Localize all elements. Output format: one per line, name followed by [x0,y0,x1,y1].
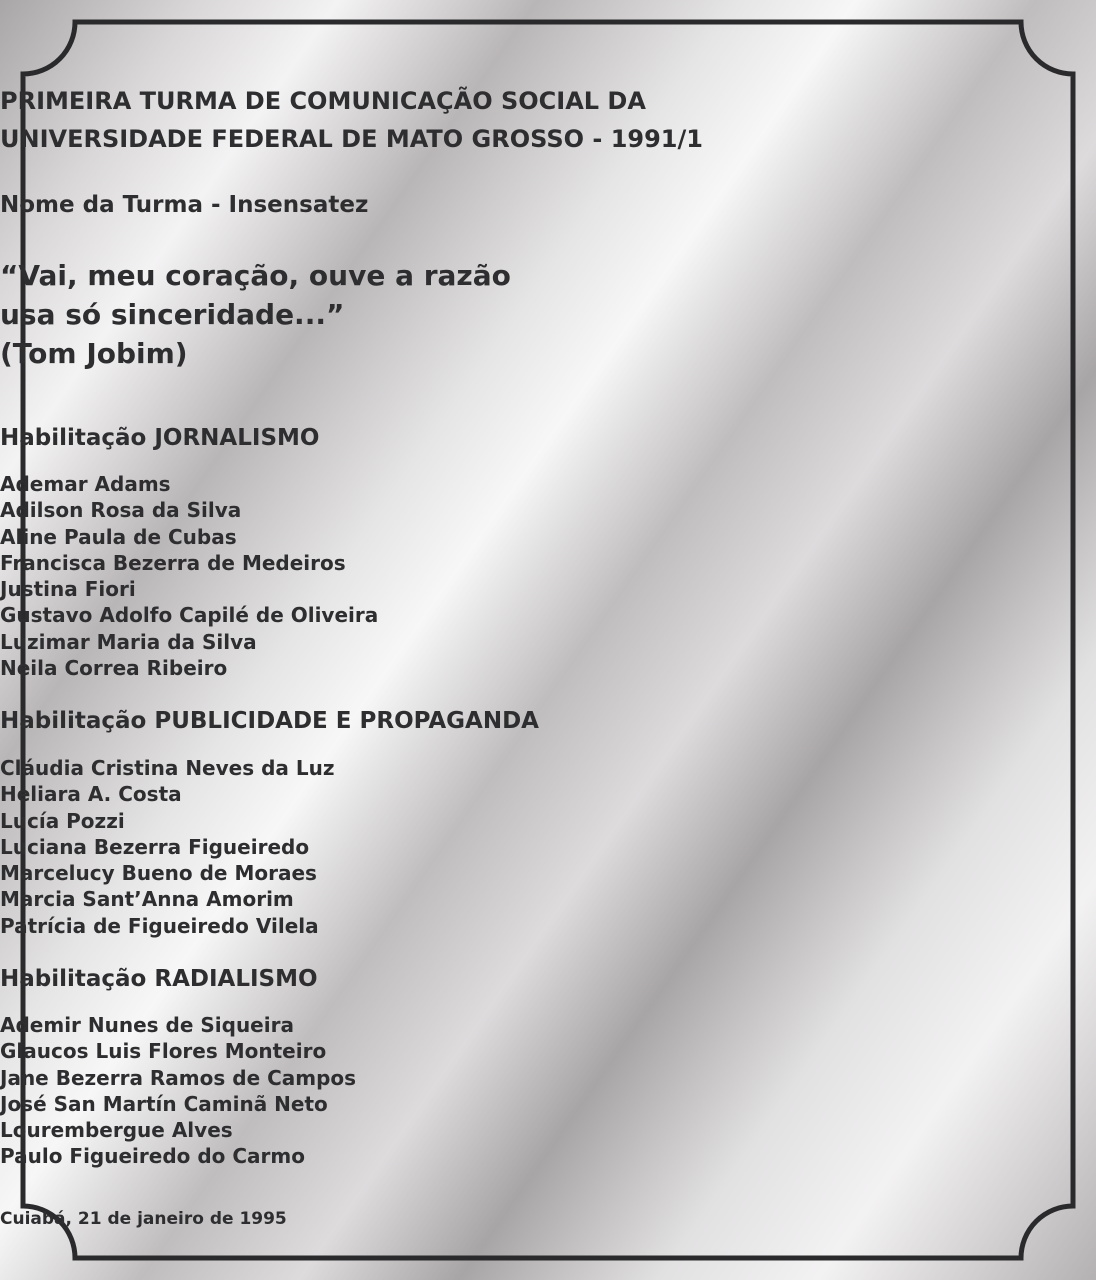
graduate-name: Lucía Pozzi [0,808,125,833]
title-line-2: UNIVERSIDADE FEDERAL DE MATO GROSSO - 1991/1 [0,125,703,153]
quote-author: (Tom Jobim) [0,337,188,370]
graduate-name: Ademir Nunes de Siqueira [0,1013,294,1037]
graduate-name: Lourembergue Alves [0,1118,233,1143]
title-line-1: PRIMEIRA TURMA DE COMUNICAÇÃO SOCIAL DA [0,87,646,115]
graduate-name: Heliara A. Costa [0,782,182,807]
names-list-jornalismo [0,471,1096,681]
names-list-radialismo [0,1012,1096,1170]
plaque-date: Cuiabá, 21 de janeiro de 1995 [0,1209,287,1229]
graduate-name: Ademar Adams [0,472,171,496]
graduate-name: Aline Paula de Cubas [0,524,237,549]
quote-line-2: usa só sinceridade...” [0,298,345,331]
graduate-name: Adilson Rosa da Silva [0,498,242,523]
names-list-publicidade [0,755,1096,939]
graduate-name: José San Martín Caminã Neto [0,1091,328,1116]
graduate-name: Patrícia de Figueiredo Vilela [0,913,319,938]
graduate-name: Jane Bezerra Ramos de Campos [0,1065,357,1090]
graduate-name: Justina Fiori [0,577,136,602]
quote [0,256,1096,373]
graduate-name: Paulo Figueiredo do Carmo [0,1144,305,1169]
quote-line-1: “Vai, meu coração, ouve a razão [0,259,511,292]
graduate-name: Neila Correa Ribeiro [0,656,228,681]
class-name: Nome da Turma - Insensatez [0,192,369,218]
section-heading-radialismo: Habilitação RADIALISMO [0,966,318,992]
graduate-name: Marcia Sant’Anna Amorim [0,887,294,912]
graduate-name: Gustavo Adolfo Capilé de Oliveira [0,603,379,628]
graduate-name: Marcelucy Bueno de Moraes [0,861,317,886]
plaque-title [0,82,1096,158]
section-heading-publicidade: Habilitação PUBLICIDADE E PROPAGANDA [0,708,539,734]
section-heading-jornalismo: Habilitação JORNALISMO [0,425,320,451]
graduate-name: Luzimar Maria da Silva [0,629,257,654]
graduate-name: Cláudia Cristina Neves da Luz [0,756,335,780]
graduate-name: Francisca Bezerra de Medeiros [0,550,346,575]
graduate-name: Luciana Bezerra Figueiredo [0,834,310,859]
graduate-name: Glaucos Luis Flores Monteiro [0,1039,327,1064]
